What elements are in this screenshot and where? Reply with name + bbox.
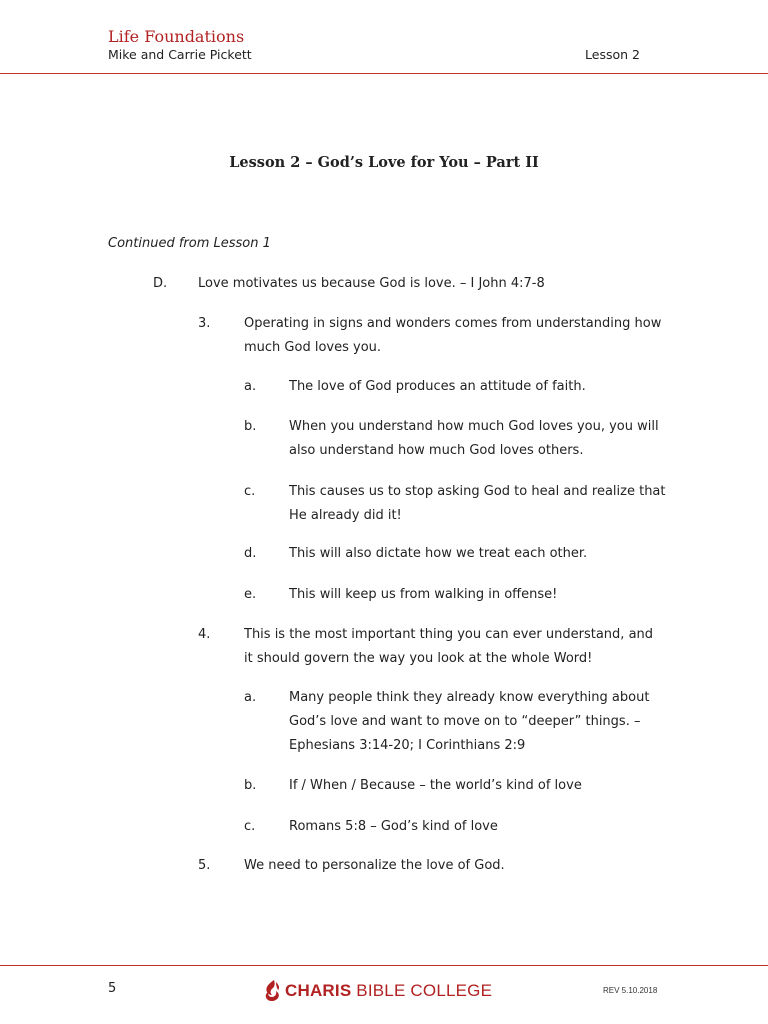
outline-marker: 4. xyxy=(198,627,211,642)
outline-text: Romans 5:8 – God’s kind of love xyxy=(289,819,498,834)
header-authors: Mike and Carrie Pickett xyxy=(108,47,252,62)
outline-text: If / When / Because – the world’s kind of love xyxy=(289,778,582,793)
revision-date: REV 5.10.2018 xyxy=(603,986,658,995)
logo-wordmark xyxy=(285,981,492,1001)
flame-icon xyxy=(262,979,282,1003)
logo-rest: BIBLE COLLEGE xyxy=(351,981,493,1000)
outline-text: This is the most important thing you can ever understand, and it should govern the way you look at the whole Word! xyxy=(244,627,654,666)
outline-marker: b. xyxy=(244,778,257,793)
header-title: Life Foundations xyxy=(108,27,245,46)
header-lesson: Lesson 2 xyxy=(585,47,640,62)
outline-text: This will keep us from walking in offense! xyxy=(289,587,558,602)
outline-text: The love of God produces an attitude of faith. xyxy=(289,379,586,394)
outline-text: This will also dictate how we treat each other. xyxy=(289,546,588,561)
outline-marker: 3. xyxy=(198,316,211,331)
charis-logo xyxy=(262,979,492,1003)
outline-marker: a. xyxy=(244,690,257,705)
logo-bold: CHARIS xyxy=(285,981,352,1000)
outline-marker: 5. xyxy=(198,858,211,873)
outline-text: When you understand how much God loves you, you will also understand how much God loves others. xyxy=(289,419,659,458)
outline-marker: c. xyxy=(244,484,256,499)
outline-text: We need to personalize the love of God. xyxy=(244,858,505,873)
outline-marker: a. xyxy=(244,379,257,394)
lesson-title: Lesson 2 – God’s Love for You – Part II xyxy=(229,154,539,171)
outline-marker: d. xyxy=(244,546,257,561)
outline-marker: D. xyxy=(153,276,168,291)
header-divider xyxy=(0,73,768,74)
continued-note: Continued from Lesson 1 xyxy=(108,236,271,251)
outline-text: This causes us to stop asking God to heal and realize that He already did it! xyxy=(289,484,666,523)
footer-divider xyxy=(0,965,768,966)
outline-text: Love motivates us because God is love. – I John 4:7-8 xyxy=(198,276,545,291)
outline-text: Many people think they already know everything about God’s love and want to move on to “deeper” things. – Ephesians 3:14-20; I Corinthians 2:9 xyxy=(289,690,650,753)
outline-marker: e. xyxy=(244,587,257,602)
outline-marker: c. xyxy=(244,819,256,834)
outline-marker: b. xyxy=(244,419,257,434)
outline-text: Operating in signs and wonders comes from understanding how much God loves you. xyxy=(244,316,662,355)
page-number: 5 xyxy=(108,981,117,996)
